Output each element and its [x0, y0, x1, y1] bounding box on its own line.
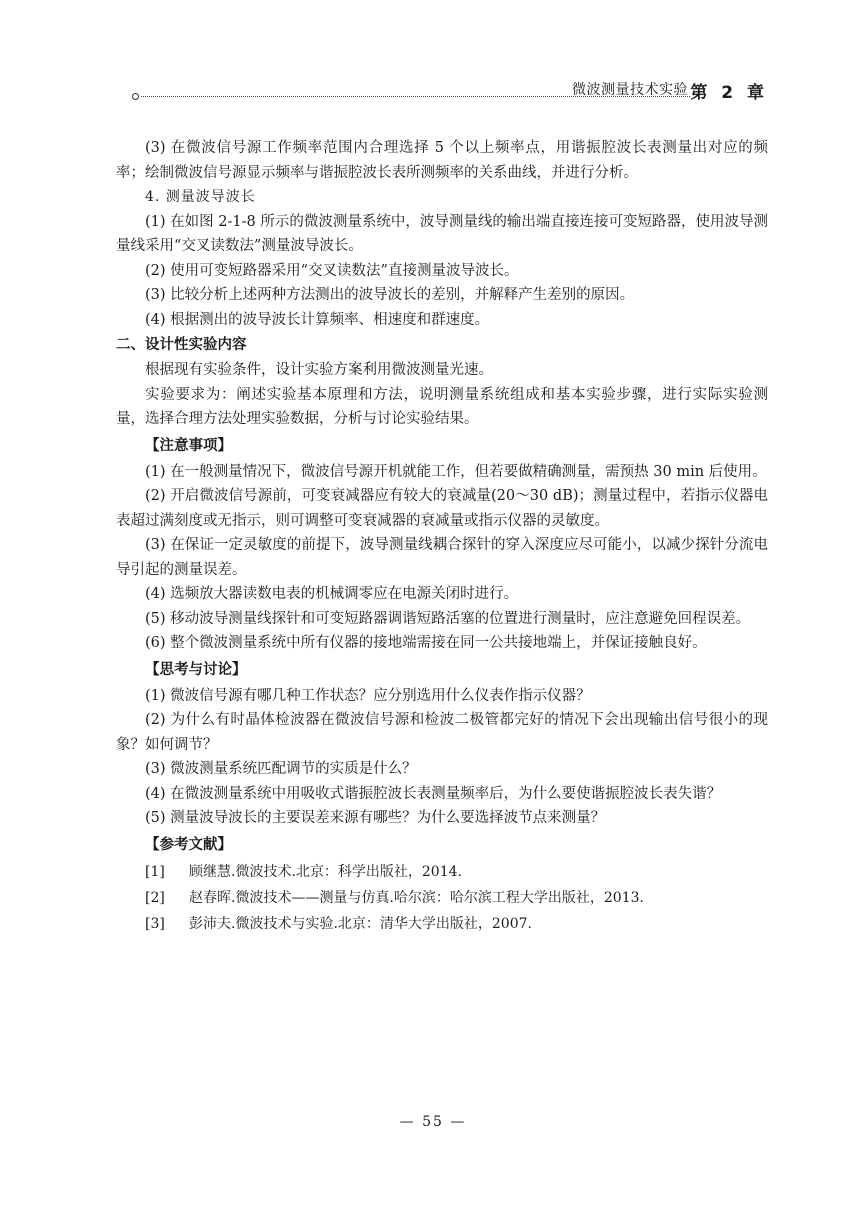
paragraph: (3) 在微波信号源工作频率范围内合理选择 5 个以上频率点，用谐振腔波长表测量出对应的频率；绘制微波信号源显示频率与谐振腔波长表所测频率的关系曲线，并进行分析。	[116, 140, 768, 181]
section-heading-design: 二、设计性实验内容	[116, 337, 247, 353]
discussion-item: (5) 测量波导波长的主要误差来源有哪些？为什么要选择波节点来测量？	[145, 810, 606, 826]
running-header	[132, 78, 768, 108]
reference-text: 彭沛夫.微波技术与实验.北京：清华大学出版社，2007.	[189, 915, 532, 932]
reference-item	[116, 911, 768, 937]
discussion-item: (1) 微波信号源有哪几种工作状态？应分别选用什么仪表作指示仪器？	[145, 687, 591, 704]
discussion-item: (3) 微波测量系统匹配调节的实质是什么？	[145, 761, 417, 777]
note-item: (5) 移动波导测量线探针和可变短路器调谐短路活塞的位置进行测量时，应注意避免回程误差。	[145, 610, 751, 627]
paragraph: (4) 根据测出的波导波长计算频率、相速度和群速度。	[145, 311, 490, 328]
references-heading: 【参考文献】	[145, 836, 232, 853]
paragraph: 根据现有实验条件，设计实验方案利用微波测量光速。	[145, 362, 493, 378]
notes-heading: 【注意事项】	[145, 437, 232, 454]
note-item: (3) 在保证一定灵敏度的前提下，波导测量线耦合探针的穿入深度应尽可能小，以减少探针分流电导引起的测量误差。	[116, 537, 768, 578]
note-item: (6) 整个微波测量系统中所有仪器的接地端需接在同一公共接地端上，并保证接触良好。	[145, 635, 707, 651]
header-chapter: 第 2 章	[690, 83, 768, 103]
paragraph: 实验要求为：阐述实验基本原理和方法，说明测量系统组成和基本实验步骤，进行实际实验测量，选择合理方法处理实验数据，分析与讨论实验结果。	[116, 386, 768, 427]
header-book-title: 微波测量技术实验	[572, 82, 688, 98]
page-body	[116, 136, 768, 937]
page-number: — 55 —	[399, 1114, 467, 1130]
reference-text: 赵春晖.微波技术——测量与仿真.哈尔滨：哈尔滨工程大学出版社，2013.	[189, 889, 644, 906]
discussion-item: (4) 在微波测量系统中用吸收式谐振腔波长表测量频率后，为什么要使谐振腔波长表失谐？	[145, 785, 722, 802]
paragraph: (3) 比较分析上述两种方法测出的波导波长的差别，并解释产生差别的原因。	[145, 287, 635, 303]
reference-text: 顾继慧.微波技术.北京：科学出版社，2014.	[189, 863, 462, 880]
note-item: (1) 在一般测量情况下，微波信号源开机就能工作，但若要做精确测量，需预热 30 min 后使用。	[145, 463, 767, 480]
reference-number: [1]	[145, 863, 165, 880]
reference-number: [2]	[145, 889, 165, 906]
paragraph: (2) 使用可变短路器采用“交叉读数法”直接测量波导波长。	[145, 262, 519, 279]
subheading-measure-waveguide: 4. 测量波导波长	[145, 189, 256, 205]
discussion-heading: 【思考与讨论】	[145, 661, 247, 678]
reference-item	[116, 885, 768, 911]
header-circle-ornament	[132, 93, 139, 100]
note-item: (2) 开启微波信号源前，可变衰减器应有较大的衰减量(20～30 dB)；测量过程中，若指示仪器电表超过满刻度或无指示，则可调整可变衰减器的衰减量或指示仪器的灵敏度。	[116, 488, 768, 529]
note-item: (4) 选频放大器读数电表的机械调零应在电源关闭时进行。	[145, 586, 519, 602]
discussion-item: (2) 为什么有时晶体检波器在微波信号源和检波二极管都完好的情况下会出现输出信号很小的现象？如何调节？	[116, 712, 768, 753]
reference-number: [3]	[145, 915, 165, 932]
reference-item	[116, 859, 768, 885]
paragraph: (1) 在如图 2-1-8 所示的微波测量系统中，波导测量线的输出端直接连接可变短路器，使用波导测量线采用“交叉读数法”测量波导波长。	[116, 213, 768, 254]
